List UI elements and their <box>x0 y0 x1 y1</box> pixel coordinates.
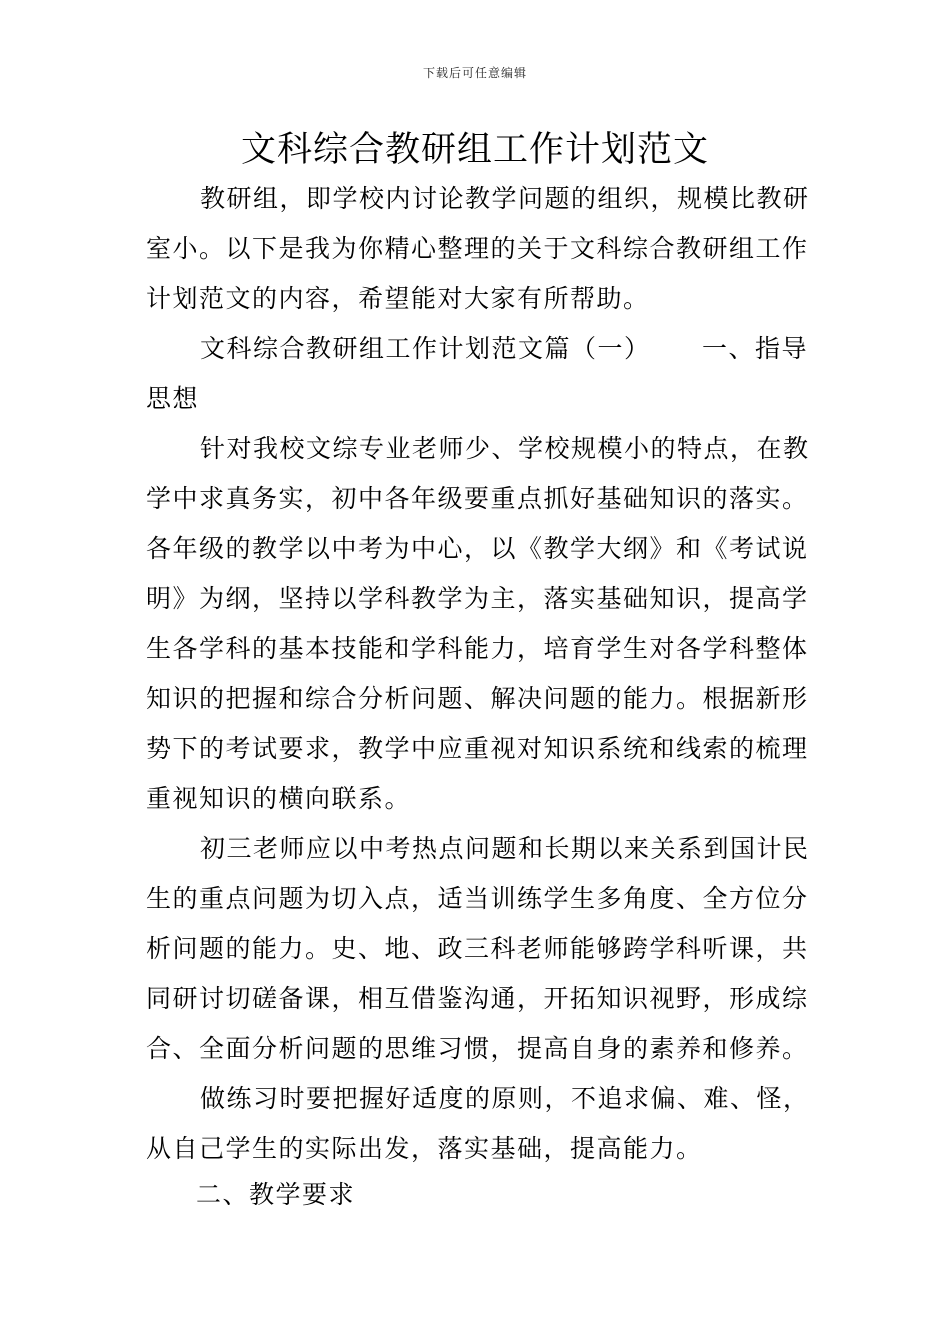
paragraph-2 <box>146 824 808 1074</box>
paragraph-1 <box>146 424 808 824</box>
section-heading-row <box>146 324 808 374</box>
paragraph-line: 初三老师应以中考热点问题和长期以来关系到国计民 <box>200 834 810 863</box>
paragraph-line: 同研讨切磋备课，相互借鉴沟通，开拓知识视野，形成综 <box>146 984 809 1013</box>
paragraph-line: 学中求真务实，初中各年级要重点抓好基础知识的落实。 <box>146 484 809 513</box>
paragraph-line: 知识的把握和综合分析问题、解决问题的能力。根据新形 <box>146 684 809 713</box>
intro-line: 室小。以下是我为你精心整理的关于文科综合教研组工作 <box>146 234 809 263</box>
paragraph-line: 重视知识的横向联系。 <box>146 784 412 813</box>
paragraph-3 <box>146 1074 808 1174</box>
paragraph-line: 做练习时要把握好适度的原则，不追求偏、难、怪， <box>200 1084 810 1113</box>
section-heading-right: 一、指导 <box>701 334 808 363</box>
section-heading-continuation: 思想 <box>146 384 200 413</box>
paragraph-line: 合、全面分析问题的思维习惯，提高自身的素养和修养。 <box>146 1034 809 1063</box>
intro-line: 教研组，即学校内讨论教学问题的组织，规模比教研 <box>200 184 810 213</box>
section-heading-left: 文科综合教研组工作计划范文篇（一） <box>200 334 651 363</box>
paragraph-line: 势下的考试要求，教学中应重视对知识系统和线索的梳理 <box>146 734 809 763</box>
paragraph-line: 从自己学生的实际出发，落实基础，提高能力。 <box>146 1134 703 1163</box>
section-heading <box>146 324 808 424</box>
paragraph-line: 各年级的教学以中考为中心，以《教学大纲》和《考试说 <box>146 534 809 563</box>
paragraph-line: 针对我校文综专业老师少、学校规模小的特点，在教 <box>200 434 810 463</box>
section-2-heading-text: 二、教学要求 <box>196 1180 356 1209</box>
intro-line: 计划范文的内容，希望能对大家有所帮助。 <box>146 284 650 313</box>
paragraph-line: 明》为纲，坚持以学科教学为主，落实基础知识，提高学 <box>146 584 809 613</box>
paragraph-line: 生各学科的基本技能和学科能力，培育学生对各学科整体 <box>146 634 809 663</box>
document-title: 文科综合教研组工作计划范文 <box>240 130 709 170</box>
section-2-heading <box>146 1170 808 1220</box>
paragraph-line: 析问题的能力。史、地、政三科老师能够跨学科听课，共 <box>146 934 809 963</box>
paragraph-line: 生的重点问题为切入点，适当训练学生多角度、全方位分 <box>146 884 809 913</box>
intro-paragraph <box>146 174 808 324</box>
header-note: 下载后可任意编辑 <box>422 66 527 80</box>
